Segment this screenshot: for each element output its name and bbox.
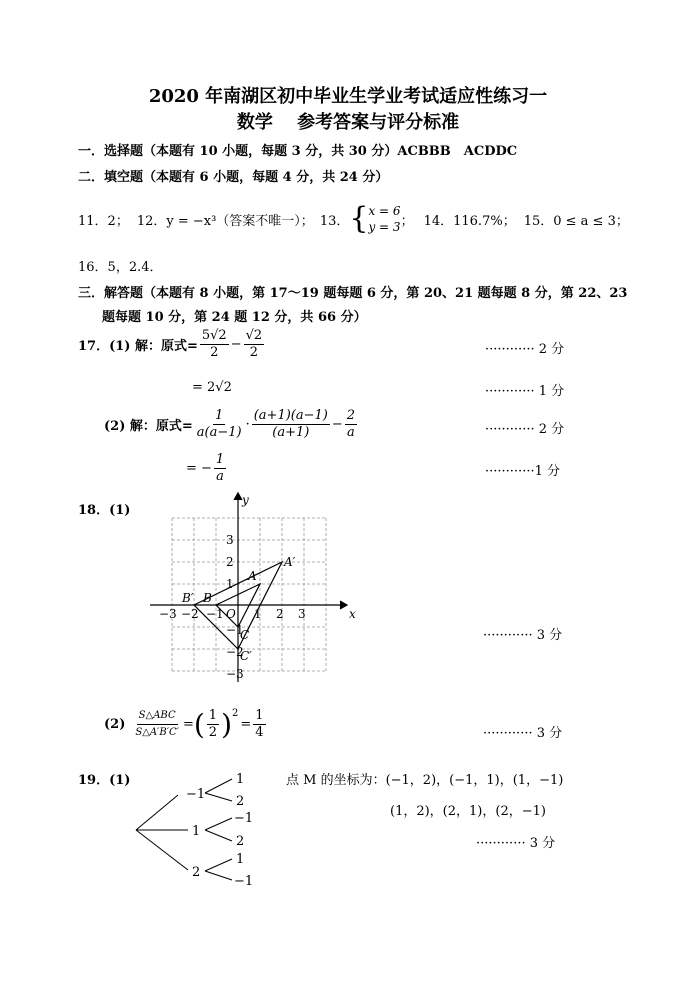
y-tick-neg1: −1 [226, 623, 244, 637]
q17-label2: (2) 解：原式= [104, 419, 193, 434]
q19-coords-line1: 点 M 的坐标为：(−1，2)，(−1，1)，(1，−1) [286, 773, 564, 788]
point-a-prime-label: A′ [284, 555, 296, 569]
section-choice: 一．选择题（本题有 10 小题，每题 3 分，共 30 分）ACBBB ACDDC [78, 144, 518, 159]
q17-score3: ············ 2 分 [485, 422, 565, 437]
q17-step4: = − $\frac{1}{a}$ [186, 452, 225, 484]
q17-frac1: $\frac{5√2}{2}$ [201, 328, 227, 360]
section-fill: 二．填空题（本题有 6 小题，每题 4 分，共 24 分） [78, 170, 389, 185]
q18-label: 18．(1) [78, 503, 131, 518]
answer-13-eq2: y = 3 [368, 220, 401, 234]
y-tick-neg3: −3 [226, 667, 244, 681]
q17-label1: 17．(1) 解：原式= [78, 339, 198, 354]
q18-result: $\frac{1}{4}$ [255, 708, 264, 740]
q17-frac3: $\frac{1}{a(a-1)}$ [196, 408, 242, 440]
y-tick-3: 3 [226, 533, 234, 547]
q17-step2: = 2√2 [192, 380, 232, 395]
tree-leaf-3b: −1 [234, 874, 254, 889]
axis-y-label: y [242, 493, 249, 507]
answer-16: 16．5，2.4． [78, 260, 163, 275]
x-tick-neg1: −1 [206, 607, 224, 621]
q17-frac4: $\frac{(a+1)(a-1)}{(a+1)}$ [253, 408, 328, 440]
y-tick-neg2: −2 [226, 645, 244, 659]
q17-frac6: $\frac{1}{a}$ [215, 452, 225, 484]
q18-area-ratio: $\frac{\text{S△ABC}}{S\triangle A'B'C'}$ [135, 710, 179, 738]
answer-11: 11．2； [78, 213, 129, 229]
point-c-prime-label: C′ [240, 649, 252, 663]
answer-14: 14．116.7%； [423, 213, 516, 229]
answer-13-end: ； [400, 213, 414, 229]
origin-label: O [226, 607, 236, 621]
tree-node-1: 1 [192, 824, 201, 839]
tree-leaf-2b: 2 [236, 834, 245, 849]
q18-part2: (2) $\frac{\text{S△ABC}}{S\triangle A'B'C'}$ = ( $\frac{1}{2}$ ) 2 = $\frac{1}{4}$ [104, 707, 264, 741]
answer-12: 12．y = −x³（答案不唯一）； [136, 213, 314, 229]
x-tick-neg3: −3 [159, 607, 177, 621]
answer-15: 15．0 ≤ a ≤ 3； [523, 213, 629, 229]
fill-answers-row [78, 203, 629, 235]
point-b-prime-label: B′ [182, 591, 194, 605]
section-solve-line2: 题每题 10 分，第 24 题 12 分，共 66 分） [102, 310, 367, 325]
doc-title: 2020 年南湖区初中毕业生学业考试适应性练习一 [148, 86, 548, 107]
tree-node-neg1: −1 [186, 787, 206, 802]
q17-score2: ············ 1 分 [485, 384, 565, 399]
section-solve-line1: 三．解答题（本题有 8 小题，第 17～19 题每题 6 分，第 20、21 题每题 8 分，第 22、23 [78, 286, 628, 301]
tree-diagram [130, 765, 270, 895]
q18-half: $\frac{1}{2}$ [208, 708, 218, 740]
doc-subtitle: 数学 参考答案与评分标准 [236, 112, 460, 133]
tree-leaf-2a: −1 [234, 811, 254, 826]
equation-brace: { [349, 201, 369, 236]
x-tick-1: 1 [254, 607, 262, 621]
q17-part2: (2) 解：原式= $\frac{1}{a(a-1)}$ · $\frac{(a+1)(a-1)}{(a+1)}$ − $\frac{2}{a}$ [104, 408, 356, 440]
q17-part1: 17．(1) 解：原式= $\frac{5√2}{2}$ − $\frac{√2}{2}$ [78, 328, 263, 360]
x-tick-neg2: −2 [181, 607, 199, 621]
x-tick-3: 3 [298, 607, 306, 621]
coordinate-graph [150, 490, 360, 685]
y-tick-2: 2 [226, 555, 234, 569]
q17-score4: ············1 分 [485, 464, 560, 479]
q18-score2: ············ 3 分 [483, 726, 563, 741]
tree-node-2: 2 [192, 865, 201, 880]
q19-score: ············ 3 分 [476, 836, 556, 851]
axis-x-label: x [349, 607, 356, 621]
q18-score1: ············ 3 分 [483, 628, 563, 643]
q17-frac5: $\frac{2}{a}$ [346, 408, 356, 440]
answer-13-system [368, 203, 400, 235]
answer-13-label: 13． [319, 213, 350, 229]
tree-leaf-1a: 1 [236, 772, 245, 787]
point-a-label: A [248, 569, 257, 583]
tree-leaf-1b: 2 [236, 794, 245, 809]
point-c-label: C [240, 628, 250, 642]
q19-coords-line2: (1，2)，(2，1)，(2，−1) [390, 804, 546, 819]
point-b-label: B [203, 591, 212, 605]
tree-leaf-3a: 1 [236, 852, 245, 867]
answer-13-eq1: x = 6 [368, 204, 401, 218]
q19-label: 19．(1) [78, 773, 131, 788]
y-tick-1: 1 [226, 577, 234, 591]
x-tick-2: 2 [276, 607, 284, 621]
q17-score1: ············ 2 分 [485, 342, 565, 357]
q17-frac2: $\frac{√2}{2}$ [245, 328, 263, 360]
